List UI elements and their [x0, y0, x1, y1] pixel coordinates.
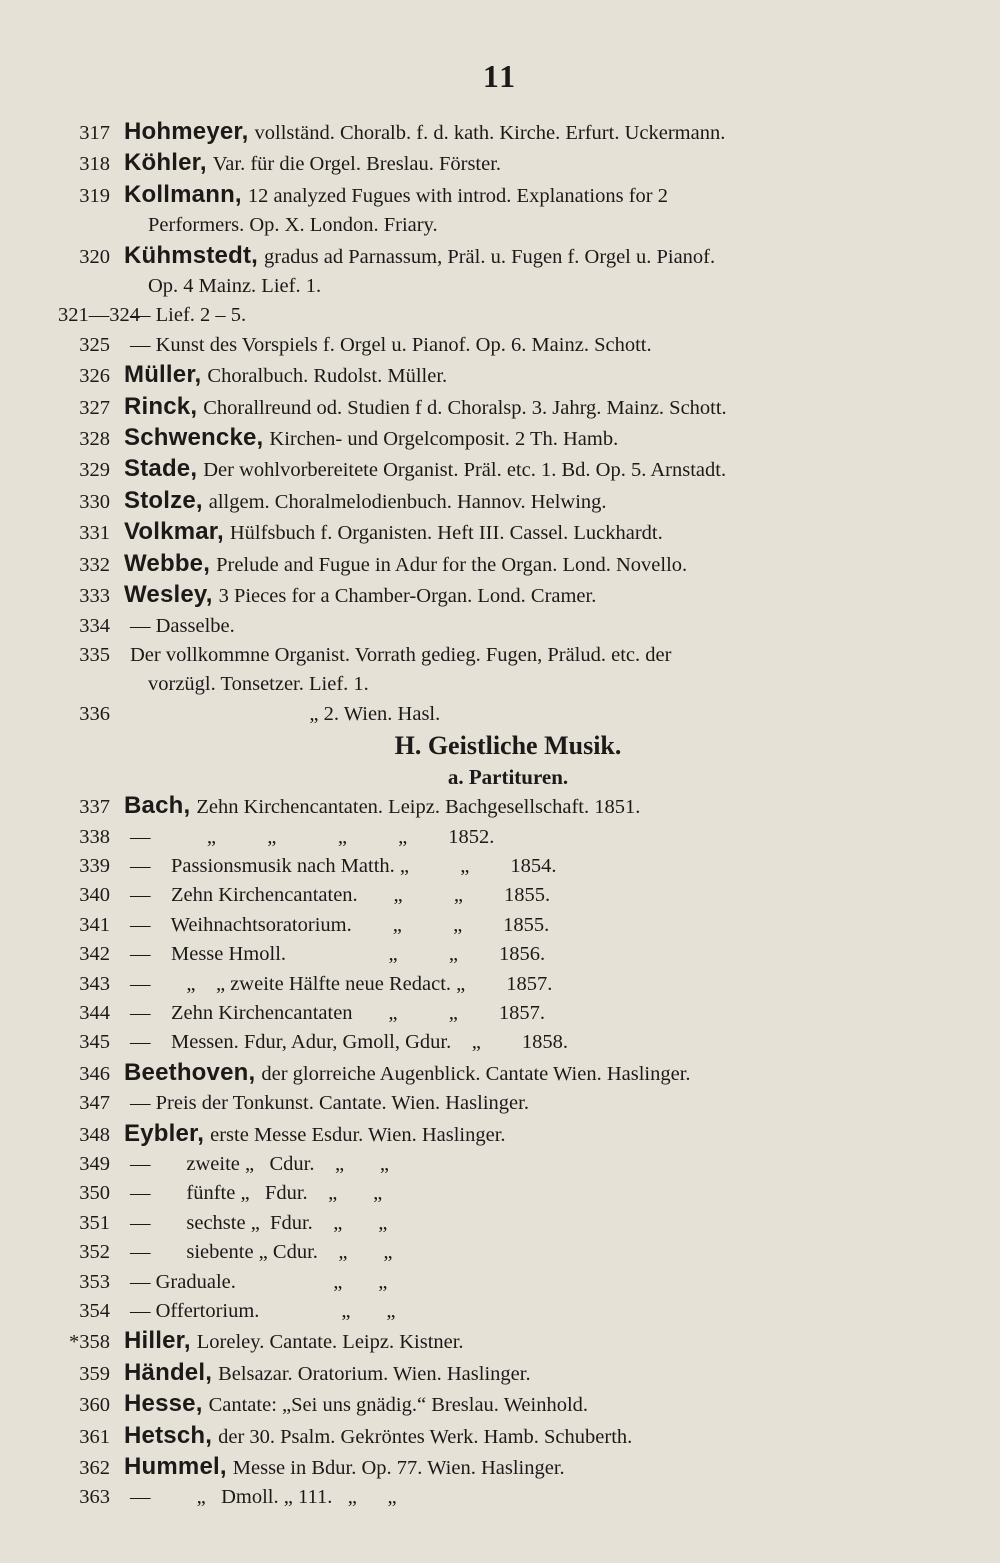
list-item	[58, 1268, 938, 1297]
list-item	[58, 392, 938, 423]
list-item	[58, 852, 938, 881]
entry-continuation: vorzügl. Tonsetzer. Lief. 1.	[148, 673, 369, 696]
list-item	[58, 1452, 938, 1483]
entry-number: 328	[79, 428, 110, 451]
entry-number: 325	[79, 333, 110, 356]
composer-name: Kühmstedt,	[124, 241, 258, 269]
entry-text: Choralbuch. Rudolst. Müller.	[207, 365, 448, 388]
list-item	[58, 1058, 938, 1089]
entry-text: — „ Dmoll. „ 111. „ „	[130, 1486, 397, 1509]
entry-number: 332	[79, 553, 110, 576]
list-item	[58, 580, 938, 611]
entries-top	[58, 117, 938, 729]
entry-number: 344	[79, 1001, 110, 1024]
entry-number: 331	[79, 522, 110, 545]
list-item	[58, 641, 938, 670]
list-item	[58, 823, 938, 852]
list-item	[58, 486, 938, 517]
list-item	[58, 1209, 938, 1238]
entry-text: — Preis der Tonkunst. Cantate. Wien. Haslinger.	[130, 1092, 529, 1115]
entry-text: — zweite „ Cdur. „ „	[130, 1153, 390, 1175]
entry-number: 333	[79, 585, 110, 608]
entry-text: der 30. Psalm. Gekröntes Werk. Hamb. Schuberth.	[218, 1425, 633, 1448]
entry-number: 336	[79, 702, 110, 725]
entry-number: 352	[79, 1241, 110, 1264]
list-item	[58, 1389, 938, 1420]
entry-text: erste Messe Esdur. Wien. Haslinger.	[210, 1123, 506, 1146]
composer-name: Wesley,	[124, 581, 213, 609]
list-item	[58, 612, 938, 641]
list-item	[58, 331, 938, 360]
entry-number: 345	[79, 1031, 110, 1054]
entry-text: Der vollkommne Organist. Vorrath gedieg. Fugen, Prälud. etc. der	[130, 643, 672, 666]
entry-number: 349	[79, 1153, 110, 1175]
entry-text: 12 analyzed Fugues with introd. Explanations for 2	[247, 184, 668, 207]
entry-text: — Lief. 2 – 5.	[130, 304, 247, 327]
list-item	[58, 360, 938, 391]
composer-name: Webbe,	[124, 549, 211, 577]
entry-number: 319	[79, 184, 110, 207]
list-item	[58, 999, 938, 1028]
entry-text: — fünfte „ Fdur. „ „	[130, 1182, 383, 1205]
entry-text: — Kunst des Vorspiels f. Orgel u. Pianof. Op. 6. Mainz. Schott.	[130, 333, 652, 356]
composer-name: Müller,	[124, 361, 202, 389]
list-item	[58, 940, 938, 969]
list-item	[58, 1297, 938, 1326]
entry-number: 346	[79, 1062, 110, 1085]
subsection-title: a. Partituren.	[447, 765, 569, 790]
entry-text: — Passionsmusik nach Matth. „ „ 1854.	[130, 854, 557, 877]
list-item	[58, 970, 938, 999]
entry-text: — Messe Hmoll. „ „ 1856.	[130, 943, 546, 966]
list-item	[58, 1358, 938, 1389]
entry-text: gradus ad Parnassum, Präl. u. Fugen f. Orgel u. Pianof.	[264, 245, 716, 268]
list-item	[58, 911, 938, 940]
composer-name: Kollmann,	[124, 180, 242, 208]
entry-text: — Zehn Kirchencantaten „ „ 1857.	[130, 1001, 546, 1024]
list-item	[58, 117, 938, 148]
entry-text: Cantate: „Sei uns gnädig.“ Breslau. Weinhold.	[208, 1394, 589, 1417]
entry-text: Hülfsbuch f. Organisten. Heft III. Cassel. Luckhardt.	[229, 522, 663, 545]
entry-number: 341	[79, 913, 110, 936]
entry-number: 340	[79, 884, 110, 907]
composer-name: Stolze,	[124, 486, 203, 514]
composer-name: Rinck,	[124, 392, 198, 420]
entry-number: 318	[79, 153, 110, 176]
entry-number: 339	[79, 854, 110, 877]
entry-number: 363	[79, 1486, 110, 1509]
entry-number: 335	[79, 643, 110, 666]
entry-text: Kirchen- und Orgelcomposit. 2 Th. Hamb.	[269, 428, 619, 451]
entry-number: 330	[79, 490, 110, 513]
list-item	[58, 549, 938, 580]
entry-number: 361	[79, 1425, 110, 1448]
entry-number: 360	[79, 1394, 110, 1417]
entry-number: 338	[79, 825, 110, 848]
composer-name: Hummel,	[124, 1453, 227, 1481]
entry-number: 327	[79, 396, 110, 419]
entry-text: Zehn Kirchencantaten. Leipz. Bachgesellschaft. 1851.	[196, 796, 641, 819]
entry-number: 350	[79, 1182, 110, 1205]
entry-text: der glorreiche Augenblick. Cantate Wien. Haslinger.	[261, 1062, 691, 1085]
list-item	[58, 301, 938, 330]
entry-text: — Zehn Kirchencantaten. „ „ 1855.	[130, 884, 551, 907]
composer-name: Köhler,	[124, 149, 207, 177]
entries-bottom	[58, 791, 938, 1513]
entry-number: 354	[79, 1300, 110, 1323]
entry-text: „ 2. Wien. Hasl.	[130, 702, 441, 725]
entry-number: 362	[79, 1457, 110, 1480]
entry-number: 359	[79, 1362, 110, 1385]
list-item	[58, 517, 938, 548]
entry-text: — sechste „ Fdur. „ „	[130, 1211, 388, 1234]
entry-number: 347	[79, 1092, 110, 1115]
entry-text: Messe in Bdur. Op. 77. Wien. Haslinger.	[232, 1457, 565, 1480]
list-item	[58, 148, 938, 179]
section-title: H. Geistliche Musik.	[394, 731, 622, 761]
entry-number: 353	[79, 1270, 110, 1293]
entry-text: Chorallreund od. Studien f d. Choralsp. 3. Jahrg. Mainz. Schott.	[203, 396, 727, 419]
entry-text: — Weihnachtsoratorium. „ „ 1855.	[130, 913, 550, 936]
list-item	[58, 1179, 938, 1208]
entry-text: allgem. Choralmelodienbuch. Hannov. Helwing.	[208, 490, 607, 513]
entry-text: Belsazar. Oratorium. Wien. Haslinger.	[218, 1362, 531, 1385]
composer-name: Hetsch,	[124, 1421, 213, 1449]
entry-number: 329	[79, 459, 110, 482]
entry-text: — Offertorium. „ „	[130, 1300, 396, 1323]
entry-number: 337	[79, 796, 110, 819]
list-item	[58, 1089, 938, 1118]
entry-text: — „ „ zweite Hälfte neue Redact. „ 1857.	[130, 972, 553, 995]
composer-name: Hiller,	[124, 1327, 191, 1355]
composer-name: Hohmeyer,	[124, 118, 249, 145]
composer-name: Volkmar,	[124, 518, 224, 546]
entries-list	[58, 117, 938, 1513]
entry-text: — „ „ „ „ 1852.	[130, 825, 495, 848]
list-item	[58, 791, 938, 822]
entry-number: 334	[79, 614, 110, 637]
entry-text: — siebente „ Cdur. „ „	[130, 1241, 393, 1264]
entry-continuation: Performers. Op. X. London. Friary.	[148, 214, 438, 237]
entry-text: Der wohlvorbereitete Organist. Präl. etc. 1. Bd. Op. 5. Arnstadt.	[203, 459, 727, 482]
entry-text: 3 Pieces for a Chamber-Organ. Lond. Cramer.	[218, 585, 597, 608]
list-item	[58, 1150, 938, 1179]
list-item	[58, 1421, 938, 1452]
entry-text: Loreley. Cantate. Leipz. Kistner.	[196, 1331, 464, 1354]
list-item	[58, 881, 938, 910]
composer-name: Schwencke,	[124, 424, 264, 452]
entry-number: 321—324	[58, 304, 140, 327]
entry-text: Var. für die Orgel. Breslau. Förster.	[212, 153, 502, 176]
entry-text: — Graduale. „ „	[130, 1270, 388, 1293]
composer-name: Stade,	[124, 455, 198, 483]
list-item	[58, 1483, 938, 1512]
list-item	[58, 1238, 938, 1267]
list-item	[58, 1119, 938, 1150]
entry-text: — Dasselbe.	[130, 614, 235, 637]
entry-number: 348	[79, 1123, 110, 1146]
list-item	[58, 180, 938, 211]
entry-number: 320	[79, 245, 110, 268]
entry-continuation: Op. 4 Mainz. Lief. 1.	[148, 275, 322, 298]
list-item	[58, 1326, 938, 1357]
entry-number: 343	[79, 972, 110, 995]
list-item	[58, 1028, 938, 1057]
page-number: 11	[482, 58, 518, 94]
entry-text: Prelude and Fugue in Adur for the Organ. Lond. Novello.	[216, 553, 688, 576]
entry-text: — Messen. Fdur, Adur, Gmoll, Gdur. „ 1858.	[130, 1031, 568, 1054]
composer-name: Beethoven,	[124, 1058, 256, 1086]
composer-name: Bach,	[124, 792, 191, 820]
list-item	[58, 423, 938, 454]
composer-name: Händel,	[124, 1358, 213, 1386]
list-item	[58, 700, 938, 729]
composer-name: Eybler,	[124, 1119, 205, 1147]
entry-number: 317	[79, 122, 110, 144]
entry-number: 342	[79, 943, 110, 966]
entry-number: 351	[79, 1211, 110, 1234]
entry-text: vollständ. Choralb. f. d. kath. Kirche. Erfurt. Uckermann.	[254, 122, 726, 144]
entry-number: *358	[69, 1331, 110, 1354]
list-item	[58, 241, 938, 272]
entry-number: 326	[79, 365, 110, 388]
list-item	[58, 454, 938, 485]
composer-name: Hesse,	[124, 1390, 203, 1418]
